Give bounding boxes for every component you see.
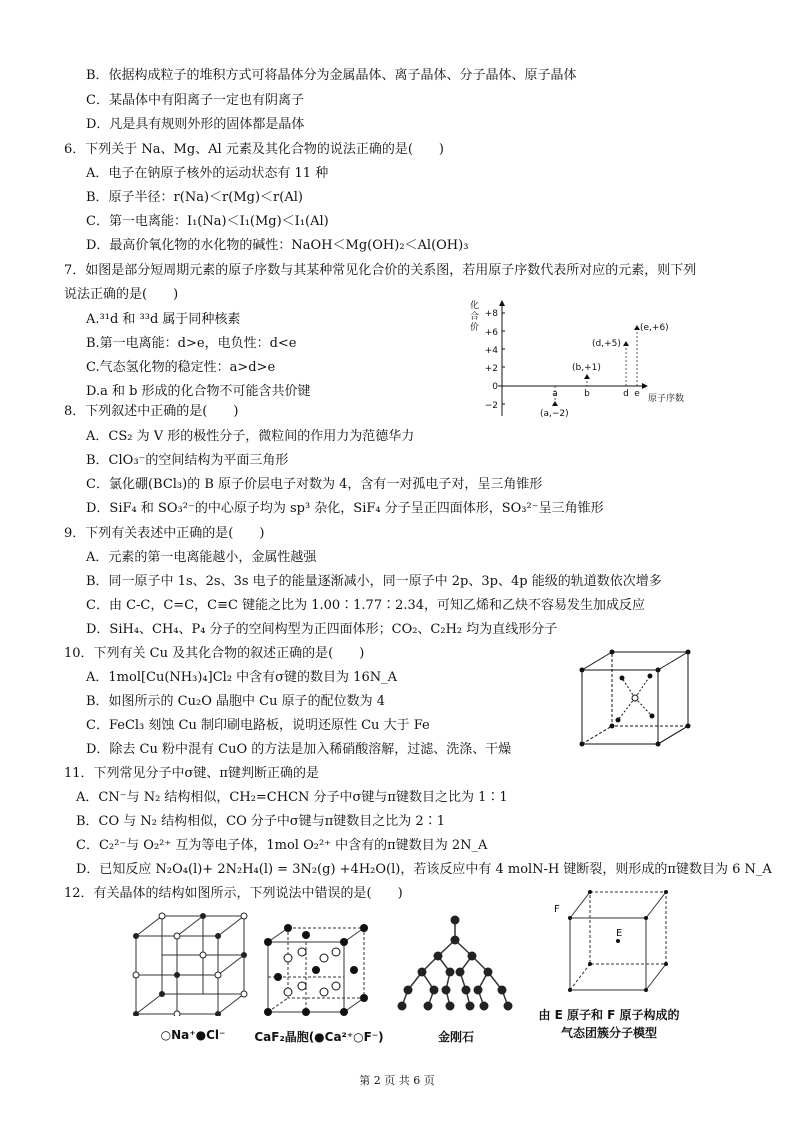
graph-ytick: +8 [484, 309, 498, 319]
graph-xtick: b [584, 389, 590, 399]
e-atom-label: E [616, 928, 623, 939]
q11-option-c: C．C₂²⁻与 O₂²⁺ 互为等电子体，1mol O₂²⁺ 中含有的π键数目为 2N_A [76, 838, 488, 853]
q9-option-b: B．同一原子中 1s、2s、3s 电子的能量逐渐减小，同一原子中 2p、3p、4p 能级的轨道数依次增多 [86, 574, 662, 589]
q10-stem: 10．下列有关 Cu 及其化合物的叙述正确的是( ) [64, 646, 365, 661]
cu2o-unit-cell [578, 648, 698, 748]
graph-ylabel-3: 价 [470, 323, 480, 333]
graph-point-b [584, 374, 590, 379]
page-footer: 第 2 页 共 6 页 [359, 1074, 435, 1087]
q6-option-c: C．第一电离能：I₁(Na)＜I₁(Mg)＜I₁(Al) [86, 214, 329, 229]
graph-xlabel: 原子序数 [648, 394, 685, 404]
diamond-structure [394, 914, 516, 1014]
q8-option-a: A．CS₂ 为 V 形的极性分子，微粒间的作用力为范德华力 [86, 429, 415, 444]
graph-ytick: −2 [484, 401, 498, 411]
graph-point-a [552, 401, 558, 406]
graph-point-label: (e,+6) [640, 323, 669, 333]
q10-option-d: D．除去 Cu 粉中混有 CuO 的方法是加入稀硝酸溶解，过滤、洗涤、干燥 [86, 742, 512, 757]
q9-stem: 9．下列有关表述中正确的是( ) [64, 526, 265, 541]
q9-option-d: D．SiH₄、CH₄、P₄ 分子的空间构型为正四面体形；CO₂、C₂H₂ 均为直线形分子 [86, 622, 558, 637]
diamond-caption: 金刚石 [437, 1030, 474, 1044]
nacl-lattice [130, 912, 250, 1016]
q7-option-c: C.气态氢化物的稳定性：a>d>e [86, 360, 276, 375]
graph-point-label: (d,+5) [592, 339, 621, 349]
caf2-caption: CaF₂晶胞(●Ca²⁺○F⁻) [254, 1030, 384, 1044]
graph-xtick: e [634, 389, 640, 399]
q8-option-b: B．ClO₃⁻的空间结构为平面三角形 [86, 453, 289, 468]
q8-stem: 8．下列叙述中正确的是( ) [64, 404, 239, 419]
graph-point-label: (a,−2) [540, 409, 569, 419]
nacl-caption: ○Na⁺●Cl⁻ [160, 1028, 226, 1042]
q10-option-a: A．1mol[Cu(NH₃)₄]Cl₂ 中含有σ键的数目为 16N_A [86, 670, 397, 685]
q6-option-a: A．电子在钠原子核外的运动状态有 11 种 [86, 166, 329, 181]
q7-stem-cont: 说法正确的是( ) [64, 287, 179, 302]
q5-option-d: D．凡是具有规则外形的固体都是晶体 [86, 117, 305, 132]
f-atom-label: F [554, 904, 560, 915]
graph-point-d [623, 341, 629, 346]
q6-option-b: B．原子半径：r(Na)＜r(Mg)＜r(Al) [86, 190, 303, 205]
q7-stem: 7．如图是部分短周期元素的原子序数与其某种常见化合价的关系图，若用原子序数代表所对应的元素，则下列 [64, 263, 697, 278]
q11-stem: 11．下列常见分子中σ键、π键判断正确的是 [64, 766, 319, 781]
graph-xtick: a [552, 389, 558, 399]
ef-caption-line1: 由 E 原子和 F 原子构成的 [538, 1008, 680, 1022]
q5-option-b: B．依据构成粒子的堆积方式可将晶体分为金属晶体、离子晶体、分子晶体、原子晶体 [86, 68, 577, 83]
q9-option-c: C．由 C-C，C=C，C≡C 键能之比为 1.00∶1.77∶2.34，可知乙烯和乙炔不容易发生加成反应 [86, 598, 646, 613]
ef-caption-line2: 气态团簇分子模型 [560, 1026, 657, 1040]
caf2-unit-cell [264, 924, 368, 1016]
graph-ytick: 0 [492, 382, 498, 392]
graph-ylabel-1: 化 [470, 301, 480, 311]
q7-option-d: D.a 和 b 形成的化合物不可能含共价键 [86, 384, 311, 399]
graph-ytick: +6 [484, 328, 498, 338]
q6-option-d: D．最高价氧化物的水化物的碱性：NaOH＜Mg(OH)₂＜Al(OH)₃ [86, 238, 469, 253]
ef-cluster-model [546, 886, 670, 996]
q9-option-a: A．元素的第一电离能越小，金属性越强 [86, 550, 317, 565]
q6-stem: 6．下列关于 Na、Mg、Al 元素及其化合物的说法正确的是( ) [64, 142, 444, 157]
q12-stem: 12．有关晶体的结构如图所示，下列说法中错误的是( ) [64, 886, 403, 901]
graph-ylabel-2: 合 [470, 312, 480, 322]
q8-option-c: C．氯化硼(BCl₃)的 B 原子价层电子对数为 4，含有一对孤电子对，呈三角锥形 [86, 477, 543, 492]
q11-option-b: B．CO 与 N₂ 结构相似，CO 分子中σ键与π键数目之比为 2∶1 [76, 814, 445, 829]
graph-ytick: +2 [484, 364, 498, 374]
graph-ytick: +4 [484, 346, 498, 356]
q5-option-c: C．某晶体中有阳离子一定也有阴离子 [86, 93, 304, 108]
q8-option-d: D．SiF₄ 和 SO₃²⁻的中心原子均为 sp³ 杂化，SiF₄ 分子呈正四面体形，SO₃²⁻呈三角锥形 [86, 501, 604, 516]
q10-option-b: B．如图所示的 Cu₂O 晶胞中 Cu 原子的配位数为 4 [86, 694, 385, 709]
q11-option-a: A．CN⁻与 N₂ 结构相似，CH₂=CHCN 分子中σ键与π键数目之比为 1∶1 [76, 790, 508, 805]
q10-option-c: C．FeCl₃ 刻蚀 Cu 制印刷电路板，说明还原性 Cu 大于 Fe [86, 718, 430, 733]
q7-option-a: A.³¹d 和 ³³d 属于同种核素 [86, 312, 241, 327]
q11-option-d: D．已知反应 N₂O₄(l)+ 2N₂H₄(l) = 3N₂(g) +4H₂O(l)，若该反应中有 4 molN-H 键断裂，则形成的π键数目为 6 N_A [76, 862, 772, 877]
q7-valence-graph [448, 298, 708, 420]
q7-option-b: B.第一电离能：d>e，电负性：d<e [86, 336, 297, 351]
graph-xtick: d [623, 389, 629, 399]
graph-point-label: (b,+1) [572, 363, 601, 373]
